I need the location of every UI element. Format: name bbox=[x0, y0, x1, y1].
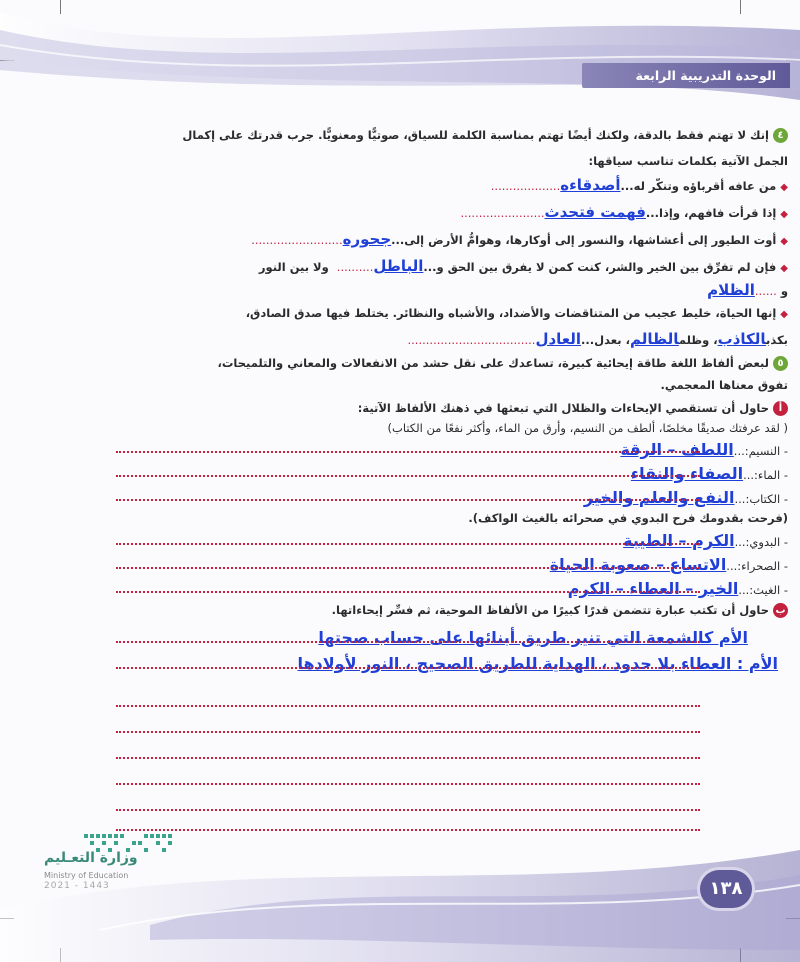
q4-item: ◆من عافه أقرباؤه وتنكّر له...أصدقاءه................... bbox=[490, 176, 788, 194]
handwritten-answer: الكاذب bbox=[717, 330, 767, 348]
answer-line bbox=[116, 591, 700, 593]
connotation-row: - الماء:...الصفاء والنقاء bbox=[630, 464, 788, 483]
q4-item: ◆إذا قرأت فافهم، وإذا...فهمت فتحدث....................... bbox=[460, 203, 788, 221]
diamond-bullet-icon: ◆ bbox=[780, 182, 788, 193]
handwritten-answer: اللطف – الرقة bbox=[620, 440, 734, 459]
q4-item: ◆أوت الطيور إلى أعشاشها، والنسور إلى أوكارها، وهوامُّ الأرض إلى...جحوره......................... bbox=[251, 230, 788, 248]
handwritten-answer: جحوره bbox=[342, 230, 392, 248]
handwritten-answer: النفع والعلم والخير bbox=[583, 488, 735, 507]
handwritten-answer: الظالم bbox=[629, 330, 679, 348]
answer-line bbox=[116, 499, 700, 501]
q4-item-continuation: و ......الظلام bbox=[707, 281, 788, 299]
handwritten-answer: الباطل bbox=[373, 257, 424, 275]
answer-line bbox=[116, 567, 700, 569]
handwritten-answer: أصدقاءه bbox=[560, 176, 621, 194]
connotation-row: - الغيث:...الخير – العطاء – الكرم bbox=[567, 579, 788, 598]
edition-year: 2021 - 1443 bbox=[44, 881, 110, 891]
answer-line bbox=[116, 757, 700, 759]
handwritten-answer: الاتساع – صعوبة الحياة bbox=[549, 555, 727, 574]
answer-dots: .......... bbox=[336, 260, 374, 274]
answer-line bbox=[116, 641, 700, 643]
question-number-badge: ٥ bbox=[773, 356, 788, 371]
handwritten-answer: الصفاء والنقاء bbox=[630, 464, 744, 483]
answer-line bbox=[116, 451, 700, 453]
page-number: ١٣٨ bbox=[709, 878, 743, 899]
quote-1: ( لقد عرفتك صديقًا مخلصًا، ألطف من النسيم، وأرق من الماء، وأكثر نفعًا من الكتاب) bbox=[387, 421, 788, 435]
unit-title-banner bbox=[582, 63, 790, 88]
answer-dots: ................................... bbox=[407, 333, 536, 347]
q4-item: ◆فإن لم تفرِّق بين الخير والشر، كنت كمن لا يفرق بين الحق و...الباطل.......... ولا بين النور bbox=[258, 257, 788, 275]
handwritten-sentence: الأم : العطاء بلا حدود ، الهداية للطريق الصحيح ، النور لأولادها bbox=[297, 654, 778, 673]
connotation-row: - البدوي:...الكرم – الطيبة bbox=[623, 531, 788, 550]
handwritten-sentence: الأم كالشمعة التي تنير طريق أبنائها على حساب صحتها bbox=[318, 628, 748, 647]
answer-line bbox=[116, 783, 700, 785]
q5-part-a-prompt: أحاول أن تستقصي الإيحاءات والظلال التي تبعثها في ذهنك الألفاظ الآتية: bbox=[358, 401, 788, 416]
handwritten-answer: فهمت فتحدث bbox=[544, 203, 646, 221]
answer-dots: ......................... bbox=[251, 233, 343, 247]
answer-line bbox=[116, 543, 700, 545]
q5-part-b-prompt: بحاول أن تكتب عبارة تتضمن قدرًا كبيرًا من الألفاظ الموحية، ثم فسِّر إيحاءاتها. bbox=[332, 603, 788, 618]
answer-line bbox=[116, 705, 700, 707]
q4-intro-line-1: ٤إنك لا تهتم فقط بالدقة، ولكنك أيضًا تهتم بمناسبة الكلمة للسياق، صوتيًّا ومعنويًّا. جرب قدرتك على إكمال bbox=[182, 128, 788, 143]
page-number-badge bbox=[700, 870, 752, 908]
answer-dots: ................... bbox=[490, 179, 561, 193]
handwritten-answer: الخير – العطاء – الكرم bbox=[567, 579, 739, 598]
handwritten-answer: الظلام bbox=[707, 281, 755, 299]
diamond-bullet-icon: ◆ bbox=[780, 309, 788, 320]
q4-item: ◆إنها الحياة، خليط عجيب من المتناقضات والأضداد، والأشباه والنظائر. يختلط فيها صدق الصادق، bbox=[245, 306, 788, 320]
diamond-bullet-icon: ◆ bbox=[780, 209, 788, 220]
ministry-name-english: Ministry of Education bbox=[44, 871, 129, 880]
connotation-row: - النسيم:...اللطف – الرقة bbox=[620, 440, 788, 459]
answer-line bbox=[116, 809, 700, 811]
q5-intro-line-2: تفوق معناها المعجمي. bbox=[660, 378, 788, 392]
handwritten-answer: العادل bbox=[535, 330, 582, 348]
answer-dots: ....................... bbox=[460, 206, 545, 220]
diamond-bullet-icon: ◆ bbox=[780, 236, 788, 247]
diamond-bullet-icon: ◆ bbox=[780, 263, 788, 274]
part-label-badge: أ bbox=[773, 401, 788, 416]
q5-intro-line-1: ٥لبعض ألفاظ اللغة طاقة إيحائية كبيرة، تساعدك على نقل حشد من الانفعالات والمعاني والتلميحات، bbox=[217, 356, 788, 371]
ministry-name-arabic: وزارة التعـليم bbox=[44, 850, 138, 866]
answer-line bbox=[116, 475, 700, 477]
connotation-row: - الصحراء:...الاتساع – صعوبة الحياة bbox=[549, 555, 788, 574]
q4-item-continuation: بكذبالكاذب، وظلمالظالم، بعدل...العادل................................... bbox=[407, 330, 788, 348]
q4-intro-line-2: الجمل الآتية بكلمات تناسب سياقها: bbox=[588, 154, 788, 168]
header-wave-decoration bbox=[0, 0, 800, 110]
unit-title: الوحدة التدريبية الرابعة bbox=[635, 68, 776, 83]
connotation-row: - الكتاب:...النفع والعلم والخير bbox=[583, 488, 788, 507]
quote-2: (فرحت بقدومك فرح البدوي في صحرائه بالغيث الواكف). bbox=[468, 511, 788, 525]
handwritten-answer: الكرم – الطيبة bbox=[623, 531, 735, 550]
question-number-badge: ٤ bbox=[773, 128, 788, 143]
answer-line bbox=[116, 731, 700, 733]
part-label-badge: ب bbox=[773, 603, 788, 618]
answer-line bbox=[116, 667, 700, 669]
